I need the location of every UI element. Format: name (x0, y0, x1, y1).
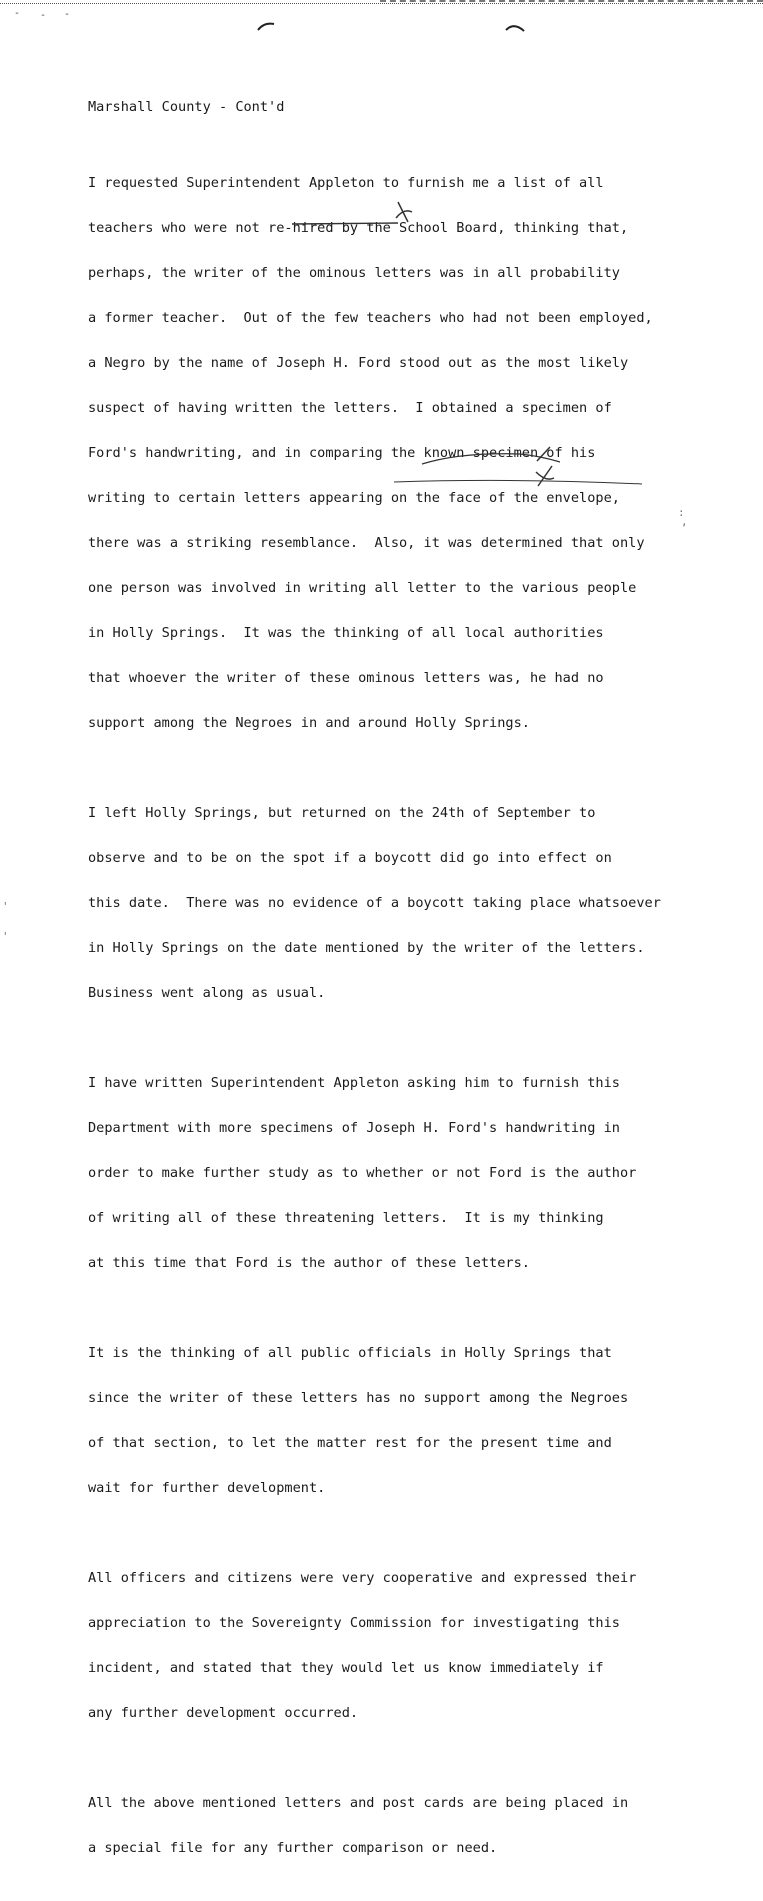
text-line: perhaps, the writer of the ominous letters was in all probability (88, 265, 620, 281)
text-line: support among the Negroes in and around Holly Springs. (88, 715, 530, 731)
paragraph (88, 1316, 748, 1526)
paragraph (88, 1046, 748, 1301)
text-line: there was a striking resemblance. Also, it was determined that only (88, 535, 645, 551)
text-line: I have written Superintendent Appleton asking him to furnish this (88, 1075, 620, 1091)
text-line: I requested Superintendent Appleton to furnish me a list of all (88, 175, 604, 191)
text-line: since the writer of these letters has no support among the Negroes (88, 1390, 629, 1406)
scan-border-dash (380, 0, 763, 2)
scan-border-line (0, 3, 763, 4)
text-line: observe and to be on the spot if a boycott did go into effect on (88, 850, 612, 866)
paragraph (88, 146, 748, 761)
text-line: a special file for any further comparison or need. (88, 1840, 498, 1856)
text-line: I left Holly Springs, but returned on the 24th of September to (88, 805, 596, 821)
text-line: All the above mentioned letters and post cards are being placed in (88, 1795, 629, 1811)
document-body (88, 146, 748, 1901)
text-line: of that section, to let the matter rest for the present time and (88, 1435, 612, 1451)
page-title: Marshall County - Cont'd (88, 99, 285, 115)
scan-speck: ' (2, 900, 9, 913)
text-line: incident, and stated that they would let us know immediately if (88, 1660, 604, 1676)
text-line: of writing all of these threatening letters. It is my thinking (88, 1210, 604, 1226)
text-line: teachers who were not re-hired by the School Board, thinking that, (88, 220, 629, 236)
text-line: wait for further development. (88, 1480, 326, 1496)
text-line: a former teacher. Out of the few teachers who had not been employed, (88, 310, 653, 326)
text-line: suspect of having written the letters. I obtained a specimen of (88, 400, 612, 416)
text-line: in Holly Springs. It was the thinking of all local authorities (88, 625, 604, 641)
text-line: that whoever the writer of these ominous letters was, he had no (88, 670, 604, 686)
paragraph (88, 1766, 748, 1886)
scan-speck: ' (2, 930, 9, 943)
text-line: one person was involved in writing all letter to the various people (88, 580, 637, 596)
text-line: Department with more specimens of Joseph H. Ford's handwriting in (88, 1120, 620, 1136)
scan-speck: - (14, 8, 21, 19)
paragraph (88, 776, 748, 1031)
text-line: writing to certain letters appearing on the face of the envelope, (88, 490, 620, 506)
text-line: this date. There was no evidence of a boycott taking place whatsoever (88, 895, 661, 911)
text-line: Ford's handwriting, and in comparing the known specimen of his (88, 445, 596, 461)
punch-hole-mark-right (504, 22, 526, 34)
text-line: any further development occurred. (88, 1705, 359, 1721)
scan-speck: : (678, 506, 685, 519)
text-line: at this time that Ford is the author of these letters. (88, 1255, 530, 1271)
scan-speck: , (681, 515, 688, 528)
punch-hole-mark-left (256, 20, 278, 32)
text-line: Business went along as usual. (88, 985, 326, 1001)
text-line: in Holly Springs on the date mentioned by the writer of the letters. (88, 940, 645, 956)
text-line: It is the thinking of all public officials in Holly Springs that (88, 1345, 612, 1361)
text-line: All officers and citizens were very cooperative and expressed their (88, 1570, 637, 1586)
text-line: a Negro by the name of Joseph H. Ford stood out as the most likely (88, 355, 629, 371)
text-line: order to make further study as to whether or not Ford is the author (88, 1165, 637, 1181)
scan-speck: - (64, 9, 71, 20)
scan-speck: - (40, 10, 47, 21)
paragraph (88, 1541, 748, 1751)
text-line: appreciation to the Sovereignty Commission for investigating this (88, 1615, 620, 1631)
